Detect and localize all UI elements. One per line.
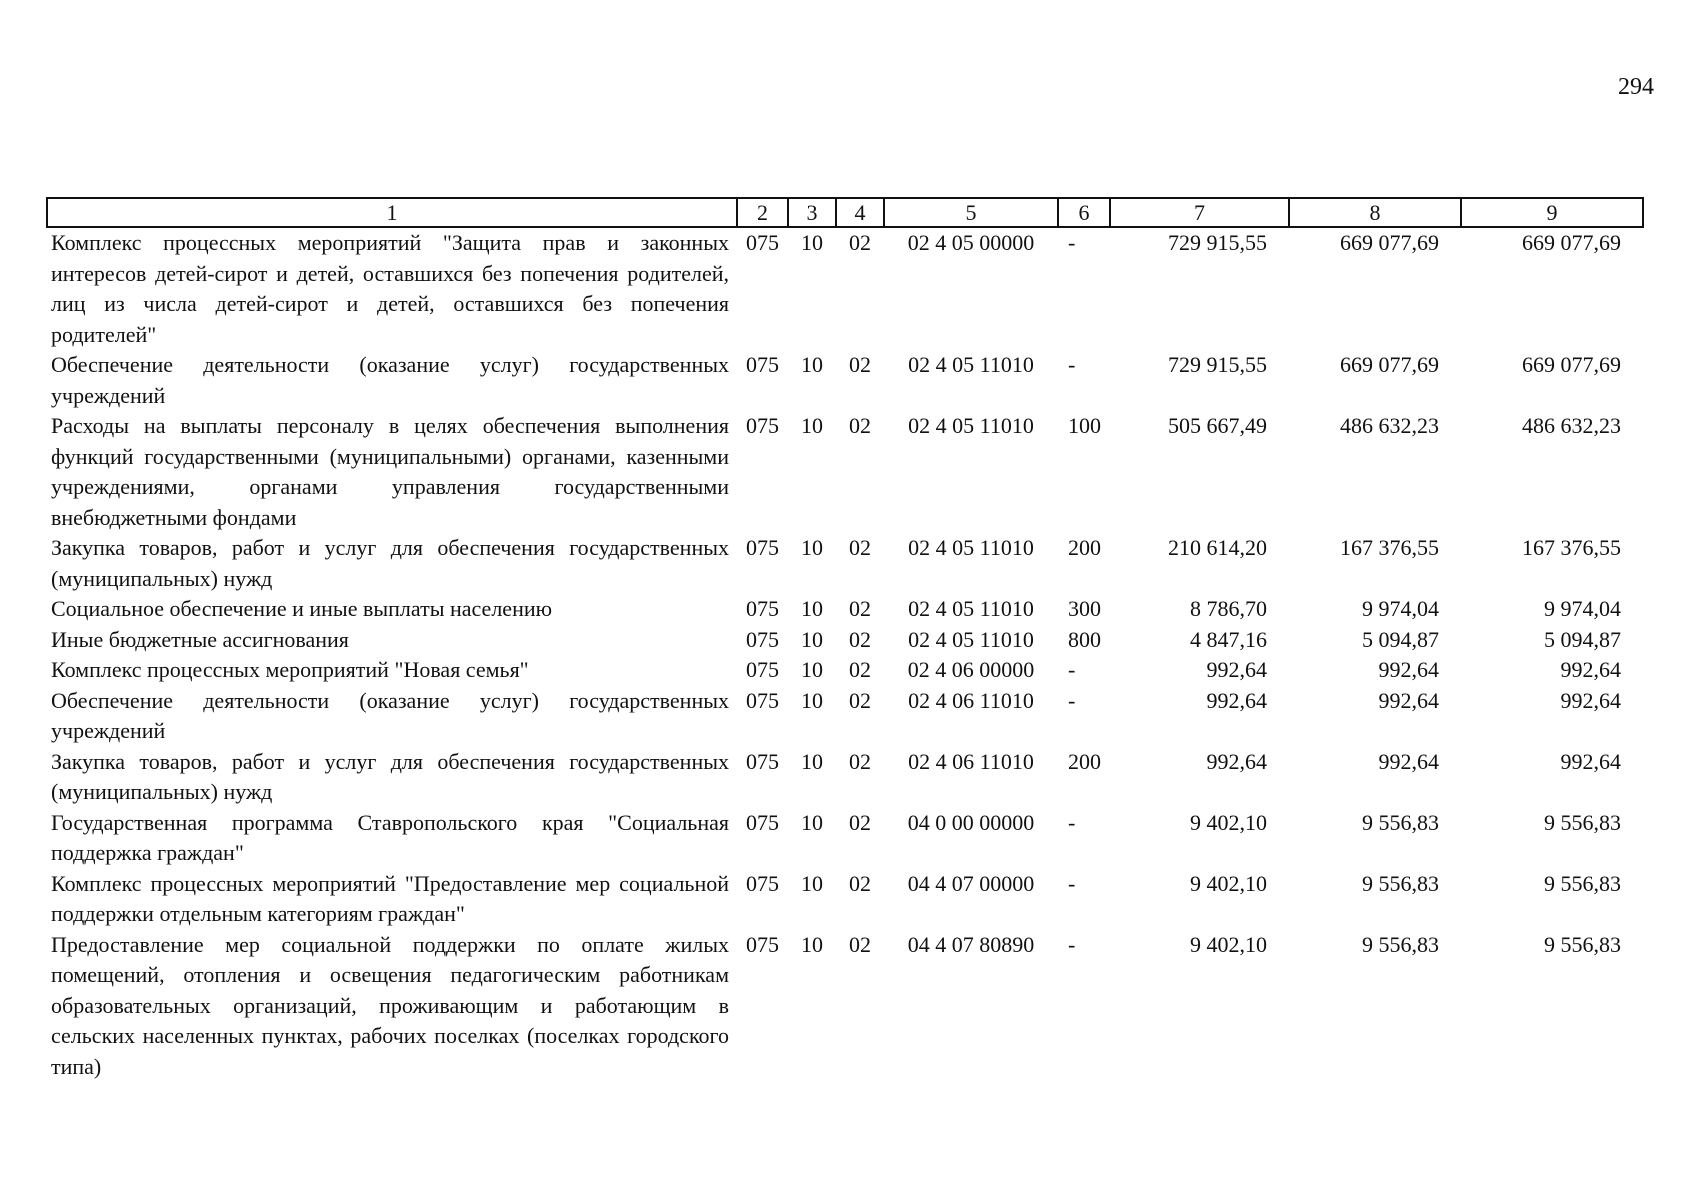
row-code-4: 02 [849, 809, 871, 835]
row-value-9: 486 632,23 [1522, 413, 1621, 438]
row-code-2: 075 [746, 931, 779, 957]
row-code-3: 10 [801, 596, 823, 621]
header-cell-1: 1 [47, 198, 737, 227]
row-value-9: 5 094,87 [1544, 626, 1621, 652]
row-code-3: 10 [801, 230, 823, 255]
row-code-5: 02 4 05 00000 [907, 230, 1035, 255]
row-value-7: 992,64 [1206, 657, 1267, 682]
row-code-4: 02 [849, 657, 871, 682]
row-code-4: 02 [849, 870, 871, 896]
row-description: Государственная программа Ставропольского края "Социальная поддержка граждан" [51, 809, 729, 865]
row-value-9: 669 077,69 [1522, 230, 1621, 255]
row-value-9: 9 556,83 [1544, 870, 1621, 896]
row-description: Социальное обеспечение и иные выплаты населению [51, 596, 553, 621]
row-value-8: 669 077,69 [1340, 352, 1439, 377]
row-value-7: 729 915,55 [1168, 230, 1267, 255]
row-code-3: 10 [801, 931, 823, 957]
row-code-4: 02 [849, 535, 871, 560]
row-code-6: - [1068, 657, 1076, 682]
row-code-2: 075 [746, 657, 779, 682]
row-code-2: 075 [746, 748, 779, 774]
row-value-9: 992,64 [1560, 748, 1621, 774]
table-row [47, 594, 1643, 625]
row-code-3: 10 [801, 687, 823, 713]
row-description: Обеспечение деятельности (оказание услуг) государственных учреждений [51, 352, 729, 408]
row-value-9: 992,64 [1560, 657, 1621, 682]
row-value-7: 8 786,70 [1190, 596, 1267, 621]
row-code-5: 02 4 05 11010 [908, 626, 1034, 652]
row-value-7: 505 667,49 [1168, 413, 1267, 438]
row-value-8: 992,64 [1378, 687, 1439, 713]
row-code-4: 02 [849, 352, 871, 377]
row-value-8: 167 376,55 [1340, 535, 1439, 560]
row-value-9: 9 556,83 [1544, 931, 1621, 957]
row-code-6: 200 [1068, 535, 1101, 560]
row-value-7: 4 847,16 [1190, 626, 1267, 652]
row-code-5: 04 0 00 00000 [907, 809, 1035, 835]
header-row [47, 198, 1643, 227]
row-description: Иные бюджетные ассигнования [51, 626, 349, 652]
page-number: 294 [1618, 74, 1654, 100]
row-code-5: 02 4 05 11010 [908, 535, 1034, 560]
row-code-3: 10 [801, 535, 823, 560]
row-value-8: 992,64 [1378, 748, 1439, 774]
table-row [47, 655, 1643, 686]
row-code-4: 02 [849, 413, 871, 438]
row-description: Комплекс процессных мероприятий "Защита прав и законных интересов детей-сирот и детей, оставшихся без попечения родителей, лиц из числа детей-сирот и детей, оставшихся без попечения родителей" [51, 230, 729, 347]
row-code-2: 075 [746, 230, 779, 255]
table-row [47, 350, 1643, 411]
header-cell-3: 3 [788, 198, 836, 227]
row-code-6: - [1068, 870, 1076, 896]
row-code-6: - [1068, 931, 1076, 957]
table-row [47, 533, 1643, 594]
row-code-4: 02 [849, 626, 871, 652]
row-description: Комплекс процессных мероприятий "Предоставление мер социальной поддержки отдельным категориям граждан" [51, 870, 729, 926]
row-description: Предоставление мер социальной поддержки по оплате жилых помещений, отопления и освещения педагогическим работникам образовательных организаций, проживающим и работающим в сельских населенных пунктах, рабочих поселках (поселках городского типа) [51, 931, 729, 1079]
row-code-2: 075 [746, 352, 779, 377]
row-code-6: - [1068, 230, 1076, 255]
row-code-6: - [1068, 809, 1076, 835]
row-code-5: 02 4 06 11010 [908, 687, 1034, 713]
row-code-6: 100 [1068, 413, 1101, 438]
row-code-3: 10 [801, 870, 823, 896]
header-cell-7: 7 [1110, 198, 1289, 227]
table-row [47, 625, 1643, 656]
row-value-9: 167 376,55 [1522, 535, 1621, 560]
row-code-6: - [1068, 687, 1076, 713]
row-code-5: 02 4 06 00000 [907, 657, 1035, 682]
row-code-2: 075 [746, 596, 779, 621]
header-cell-5: 5 [884, 198, 1058, 227]
row-code-3: 10 [801, 809, 823, 835]
row-code-4: 02 [849, 596, 871, 621]
row-description: Комплекс процессных мероприятий "Новая семья" [51, 657, 529, 682]
row-value-8: 486 632,23 [1340, 413, 1439, 438]
row-value-7: 9 402,10 [1190, 870, 1267, 896]
table-row [47, 227, 1643, 350]
table-row [47, 747, 1643, 808]
row-value-7: 729 915,55 [1168, 352, 1267, 377]
row-value-9: 669 077,69 [1522, 352, 1621, 377]
row-value-7: 992,64 [1206, 687, 1267, 713]
table-row [47, 686, 1643, 747]
row-code-5: 02 4 05 11010 [908, 413, 1034, 438]
row-description: Закупка товаров, работ и услуг для обеспечения государственных (муниципальных) нужд [51, 748, 729, 804]
row-value-9: 9 556,83 [1544, 809, 1621, 835]
row-code-3: 10 [801, 657, 823, 682]
table-row [47, 869, 1643, 930]
row-code-4: 02 [849, 748, 871, 774]
budget-table-wrapper [46, 197, 1642, 1082]
table-row [47, 411, 1643, 533]
row-code-5: 02 4 06 11010 [908, 748, 1034, 774]
row-value-7: 992,64 [1206, 748, 1267, 774]
row-code-2: 075 [746, 626, 779, 652]
row-value-8: 9 974,04 [1362, 596, 1439, 621]
header-cell-2: 2 [737, 198, 788, 227]
row-code-5: 02 4 05 11010 [908, 352, 1034, 377]
row-code-6: 300 [1068, 596, 1101, 621]
row-value-8: 9 556,83 [1362, 809, 1439, 835]
row-code-6: - [1068, 352, 1076, 377]
row-code-2: 075 [746, 687, 779, 713]
row-code-4: 02 [849, 230, 871, 255]
row-code-6: 200 [1068, 748, 1101, 774]
row-value-8: 669 077,69 [1340, 230, 1439, 255]
row-value-8: 992,64 [1378, 657, 1439, 682]
row-description: Обеспечение деятельности (оказание услуг) государственных учреждений [51, 687, 729, 743]
row-value-9: 992,64 [1560, 687, 1621, 713]
table-row [47, 808, 1643, 869]
header-cell-9: 9 [1461, 198, 1643, 227]
row-code-4: 02 [849, 687, 871, 713]
table-row [47, 930, 1643, 1083]
table-body [47, 227, 1643, 1082]
row-code-2: 075 [746, 413, 779, 438]
row-code-4: 02 [849, 931, 871, 957]
header-cell-8: 8 [1289, 198, 1461, 227]
header-cell-6: 6 [1058, 198, 1110, 227]
row-description: Закупка товаров, работ и услуг для обеспечения государственных (муниципальных) нужд [51, 535, 729, 591]
row-code-2: 075 [746, 535, 779, 560]
row-value-7: 9 402,10 [1190, 809, 1267, 835]
row-value-9: 9 974,04 [1544, 596, 1621, 621]
row-code-3: 10 [801, 626, 823, 652]
row-code-2: 075 [746, 870, 779, 896]
header-cell-4: 4 [836, 198, 884, 227]
row-code-5: 04 4 07 00000 [907, 870, 1035, 896]
budget-table [46, 197, 1644, 1082]
row-code-6: 800 [1068, 626, 1101, 652]
row-code-3: 10 [801, 413, 823, 438]
table-header [47, 198, 1643, 227]
row-value-7: 210 614,20 [1168, 535, 1267, 560]
row-value-8: 9 556,83 [1362, 931, 1439, 957]
row-code-3: 10 [801, 748, 823, 774]
row-code-5: 04 4 07 80890 [907, 931, 1035, 957]
row-code-5: 02 4 05 11010 [908, 596, 1034, 621]
row-code-3: 10 [801, 352, 823, 377]
row-code-2: 075 [746, 809, 779, 835]
row-description: Расходы на выплаты персоналу в целях обеспечения выполнения функций государственными (муниципальными) органами, казенными учреждениями, органами управления государственными внебюджетными фондами [51, 413, 729, 530]
row-value-8: 9 556,83 [1362, 870, 1439, 896]
row-value-7: 9 402,10 [1190, 931, 1267, 957]
row-value-8: 5 094,87 [1362, 626, 1439, 652]
